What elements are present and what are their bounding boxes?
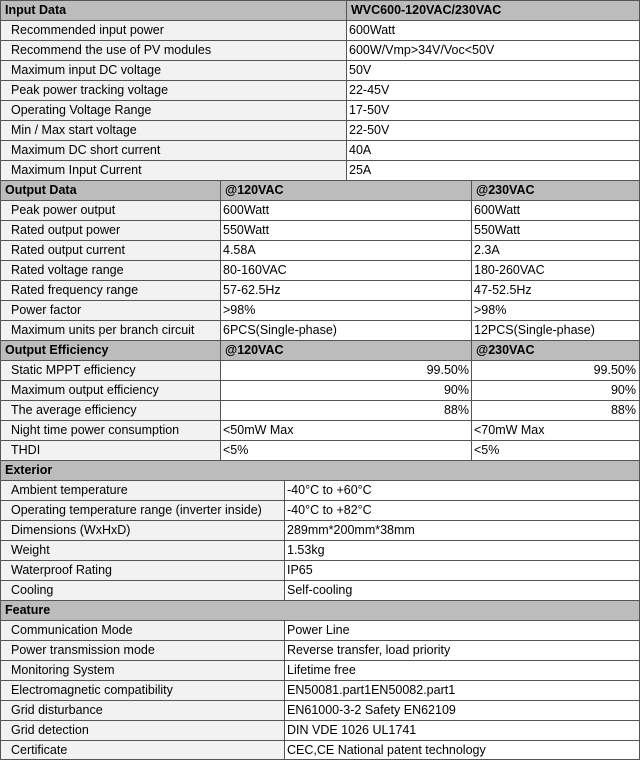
spec-label: Maximum DC short current: [0, 140, 347, 160]
spec-label: Recommended input power: [0, 20, 347, 40]
spec-label: Min / Max start voltage: [0, 120, 347, 140]
section-header: [0, 600, 640, 620]
table-row: [0, 540, 640, 560]
spec-label: Waterproof Rating: [0, 560, 285, 580]
spec-value: -40°C to +60°C: [284, 480, 640, 500]
spec-label: Grid disturbance: [0, 700, 285, 720]
spec-label: Cooling: [0, 580, 285, 600]
table-row: [0, 440, 640, 460]
section-title: Exterior: [0, 460, 640, 480]
table-row: [0, 380, 640, 400]
spec-value: Self-cooling: [284, 580, 640, 600]
spec-value: 25A: [346, 160, 640, 180]
spec-label: Operating Voltage Range: [0, 100, 347, 120]
spec-label: Grid detection: [0, 720, 285, 740]
table-row: [0, 500, 640, 520]
section-header: [0, 340, 640, 360]
spec-value: 22-50V: [346, 120, 640, 140]
section-title: Input Data: [0, 0, 347, 20]
spec-value: <5%: [220, 440, 472, 460]
column-header: @230VAC: [471, 340, 640, 360]
section-header: [0, 0, 640, 20]
spec-value: -40°C to +82°C: [284, 500, 640, 520]
spec-label: Power transmission mode: [0, 640, 285, 660]
table-row: [0, 140, 640, 160]
table-row: [0, 520, 640, 540]
spec-value: DIN VDE 1026 UL1741: [284, 720, 640, 740]
table-row: [0, 200, 640, 220]
spec-value: 40A: [346, 140, 640, 160]
spec-label: Maximum units per branch circuit: [0, 320, 221, 340]
table-row: [0, 60, 640, 80]
column-header: @120VAC: [220, 180, 472, 200]
table-row: [0, 100, 640, 120]
spec-label: Rated frequency range: [0, 280, 221, 300]
spec-label: Peak power tracking voltage: [0, 80, 347, 100]
spec-label: Certificate: [0, 740, 285, 760]
spec-value: Reverse transfer, load priority: [284, 640, 640, 660]
table-row: [0, 40, 640, 60]
spec-value: 600Watt: [471, 200, 640, 220]
table-row: [0, 580, 640, 600]
table-row: [0, 640, 640, 660]
spec-value: 50V: [346, 60, 640, 80]
table-row: [0, 680, 640, 700]
column-header: WVC600-120VAC/230VAC: [346, 0, 640, 20]
spec-value: 550Watt: [471, 220, 640, 240]
spec-value: IP65: [284, 560, 640, 580]
section-header: [0, 460, 640, 480]
spec-value: 600Watt: [220, 200, 472, 220]
table-row: [0, 80, 640, 100]
spec-label: Maximum output efficiency: [0, 380, 221, 400]
spec-value: >98%: [220, 300, 472, 320]
spec-value: Power Line: [284, 620, 640, 640]
spec-value: 90%: [220, 380, 472, 400]
table-row: [0, 400, 640, 420]
spec-label: The average efficiency: [0, 400, 221, 420]
spec-value: <50mW Max: [220, 420, 472, 440]
table-row: [0, 560, 640, 580]
spec-value: >98%: [471, 300, 640, 320]
spec-value: 57-62.5Hz: [220, 280, 472, 300]
spec-value: 4.58A: [220, 240, 472, 260]
spec-value: 550Watt: [220, 220, 472, 240]
spec-label: Static MPPT efficiency: [0, 360, 221, 380]
spec-value: EN50081.part1EN50082.part1: [284, 680, 640, 700]
spec-label: Rated voltage range: [0, 260, 221, 280]
table-row: [0, 700, 640, 720]
spec-value: 2.3A: [471, 240, 640, 260]
table-row: [0, 20, 640, 40]
spec-value: 47-52.5Hz: [471, 280, 640, 300]
spec-label: Power factor: [0, 300, 221, 320]
spec-label: Peak power output: [0, 200, 221, 220]
column-header: @230VAC: [471, 180, 640, 200]
spec-value: <5%: [471, 440, 640, 460]
section-title: Feature: [0, 600, 640, 620]
spec-value: 88%: [220, 400, 472, 420]
section-header: [0, 180, 640, 200]
spec-value: 17-50V: [346, 100, 640, 120]
table-row: [0, 480, 640, 500]
spec-label: Dimensions (WxHxD): [0, 520, 285, 540]
spec-value: EN61000-3-2 Safety EN62109: [284, 700, 640, 720]
spec-value: <70mW Max: [471, 420, 640, 440]
spec-label: Ambient temperature: [0, 480, 285, 500]
table-row: [0, 300, 640, 320]
table-row: [0, 160, 640, 180]
column-header: @120VAC: [220, 340, 472, 360]
table-row: [0, 320, 640, 340]
spec-value: 99.50%: [471, 360, 640, 380]
table-row: [0, 120, 640, 140]
spec-label: Rated output current: [0, 240, 221, 260]
table-row: [0, 360, 640, 380]
section-title: Output Data: [0, 180, 221, 200]
spec-label: Communication Mode: [0, 620, 285, 640]
spec-label: Recommend the use of PV modules: [0, 40, 347, 60]
table-row: [0, 740, 640, 760]
table-row: [0, 420, 640, 440]
spec-value: 22-45V: [346, 80, 640, 100]
spec-label: Operating temperature range (inverter inside): [0, 500, 285, 520]
spec-value: Lifetime free: [284, 660, 640, 680]
section-title: Output Efficiency: [0, 340, 221, 360]
spec-label: Weight: [0, 540, 285, 560]
spec-label: Rated output power: [0, 220, 221, 240]
spec-value: CEC,CE National patent technology: [284, 740, 640, 760]
spec-label: Monitoring System: [0, 660, 285, 680]
spec-value: 12PCS(Single-phase): [471, 320, 640, 340]
table-row: [0, 220, 640, 240]
spec-value: 88%: [471, 400, 640, 420]
table-row: [0, 720, 640, 740]
spec-value: 180-260VAC: [471, 260, 640, 280]
spec-label: Night time power consumption: [0, 420, 221, 440]
table-row: [0, 620, 640, 640]
spec-label: Maximum Input Current: [0, 160, 347, 180]
spec-value: 90%: [471, 380, 640, 400]
spec-label: Electromagnetic compatibility: [0, 680, 285, 700]
spec-label: Maximum input DC voltage: [0, 60, 347, 80]
spec-label: THDI: [0, 440, 221, 460]
spec-value: 1.53kg: [284, 540, 640, 560]
spec-value: 600Watt: [346, 20, 640, 40]
spec-value: 99.50%: [220, 360, 472, 380]
table-row: [0, 660, 640, 680]
table-row: [0, 280, 640, 300]
spec-value: 289mm*200mm*38mm: [284, 520, 640, 540]
table-row: [0, 240, 640, 260]
spec-value: 600W/Vmp>34V/Voc<50V: [346, 40, 640, 60]
spec-value: 6PCS(Single-phase): [220, 320, 472, 340]
spec-value: 80-160VAC: [220, 260, 472, 280]
table-row: [0, 260, 640, 280]
